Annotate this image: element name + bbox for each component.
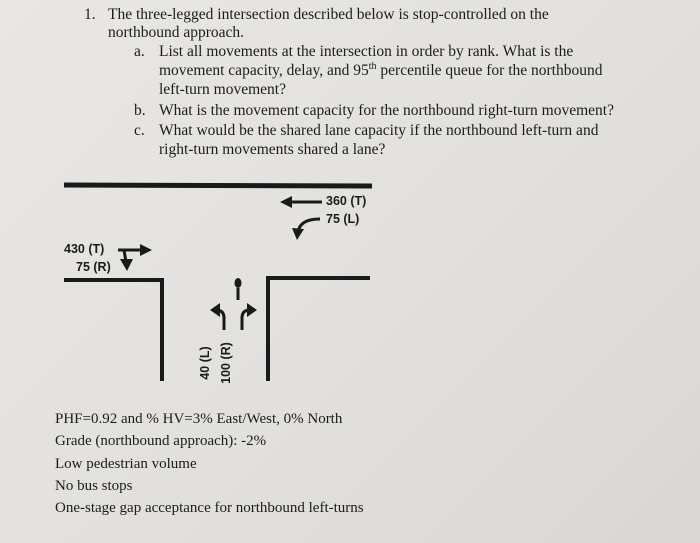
eastbound-right-volume: 75 (R)	[76, 260, 111, 274]
westbound-left-turn-arrow	[292, 219, 320, 240]
northbound-right-turn-arrow	[242, 303, 257, 330]
given-pedestrian: Low pedestrian volume	[55, 456, 197, 472]
part-a-line-2: movement capacity, delay, and 95th percentile queue for the northbound	[159, 61, 603, 79]
northbound-left-turn-arrow	[210, 303, 224, 330]
eastbound-through-volume: 430 (T)	[64, 242, 105, 256]
part-c-letter: c.	[134, 122, 145, 139]
westbound-left-volume: 75 (L)	[326, 212, 360, 226]
given-phf-hv: PHF=0.92 and % HV=3% East/West, 0% North	[55, 411, 343, 427]
problem-intro-line-1: The three-legged intersection described below is stop-controlled on the	[108, 6, 549, 23]
northbound-left-volume: 40 (L)	[198, 346, 212, 380]
given-grade: Grade (northbound approach): -2%	[55, 433, 267, 449]
part-a-line-1: List all movements at the intersection in order by rank. What is the	[159, 43, 574, 60]
westbound-through-arrow	[280, 196, 322, 208]
westbound-through-volume: 360 (T)	[326, 194, 367, 208]
northbound-right-volume: 100 (R)	[219, 342, 233, 384]
given-bus-stops: No bus stops	[55, 478, 133, 494]
part-a-letter: a.	[134, 43, 145, 60]
problem-number: 1.	[84, 6, 96, 23]
minor-approach-divider	[235, 278, 242, 300]
part-b-line-1: What is the movement capacity for the northbound right-turn movement?	[159, 102, 614, 119]
part-b-letter: b.	[134, 102, 146, 119]
problem-intro-line-2: northbound approach.	[108, 24, 245, 41]
part-c-line-1: What would be the shared lane capacity if the northbound left-turn and	[159, 122, 599, 139]
north-curb-line	[64, 185, 372, 186]
eastbound-through-right-arrow	[118, 244, 152, 271]
part-c-line-2: right-turn movements shared a lane?	[159, 141, 386, 158]
given-gap-acceptance: One-stage gap acceptance for northbound left-turns	[55, 500, 364, 516]
part-a-line-3: left-turn movement?	[159, 81, 286, 98]
